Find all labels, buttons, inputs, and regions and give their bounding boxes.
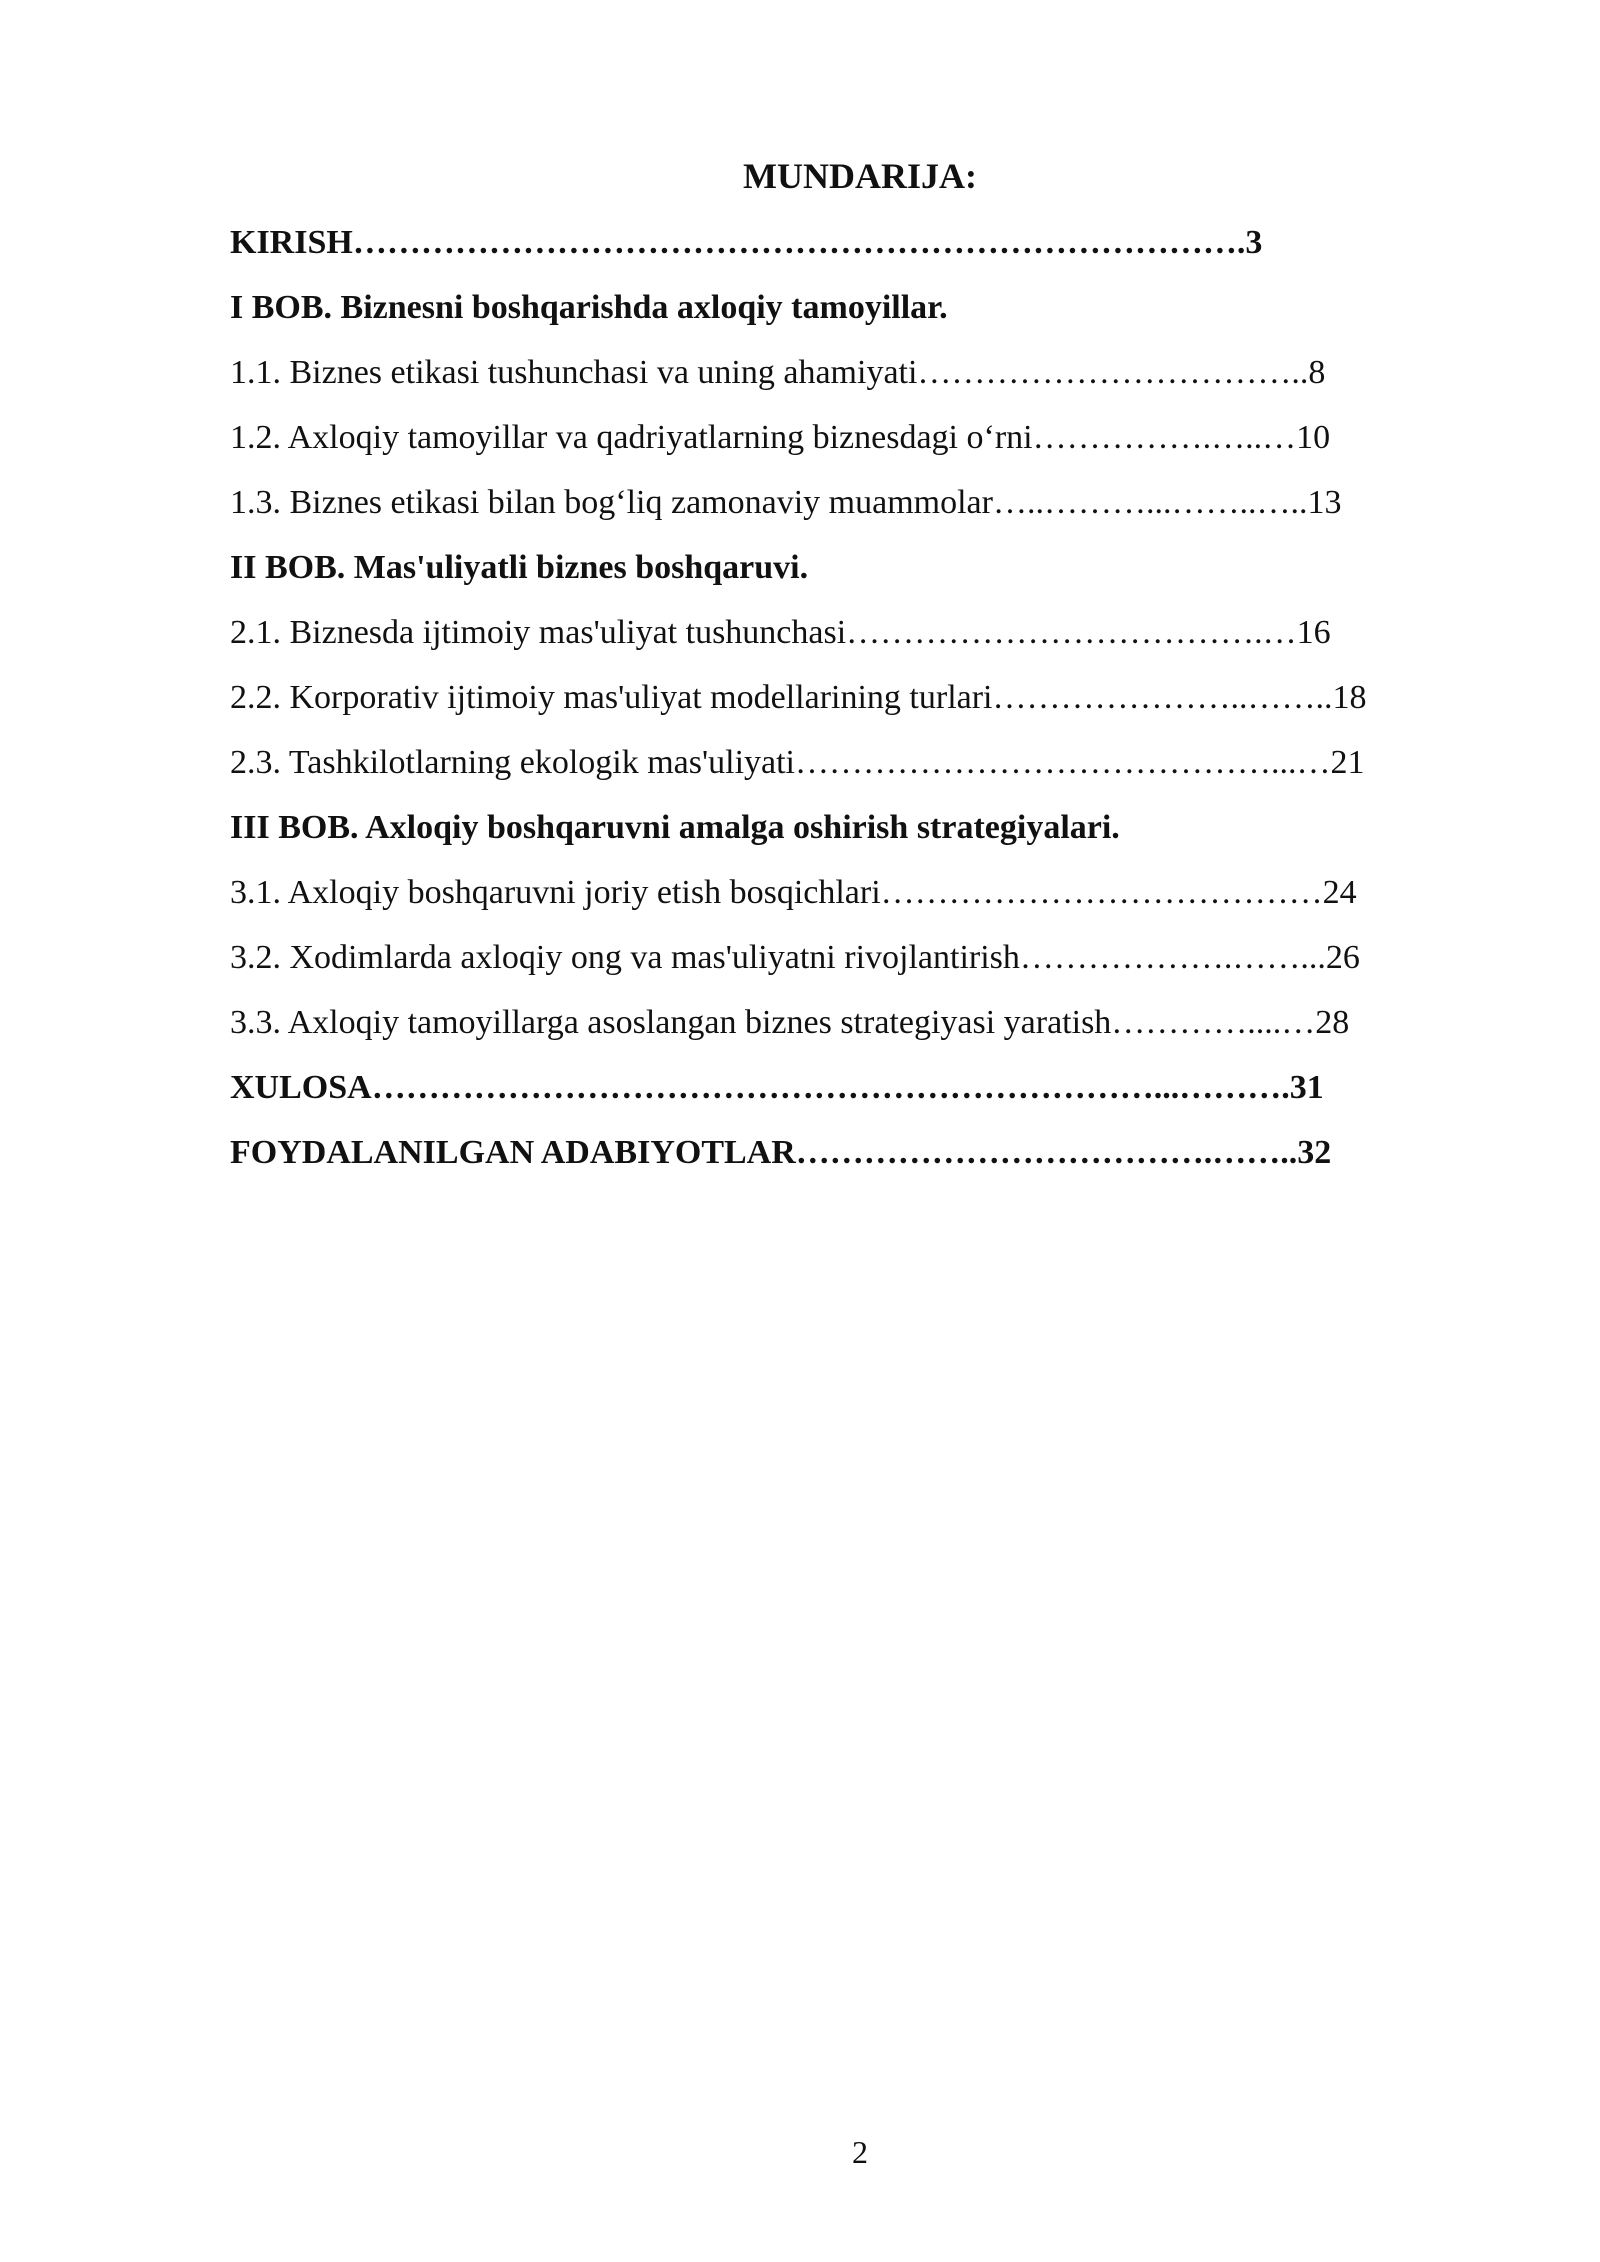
- toc-entry-3-3: 3.3. Axloqiy tamoyillarga asoslangan biznes strategiyasi yaratish…………....…28: [230, 1004, 1350, 1041]
- toc-entry-1-2: 1.2. Axloqiy tamoyillar va qadriyatlarning biznesdagi o‘rni…………….…..…10: [230, 419, 1331, 456]
- toc-entry-2-2: 2.2. Korporativ ijtimoiy mas'uliyat modellarining turlari…………………..……..18: [230, 679, 1367, 716]
- toc-entry-kirish: KIRISH…………………………………………………………………….3: [230, 224, 1263, 261]
- toc-entry-adabiyotlar: FOYDALANILGAN ADABIYOTLAR……………………………….……..32: [230, 1134, 1332, 1171]
- toc-entry-2-1: 2.1. Biznesda ijtimoiy mas'uliyat tushunchasi……………………………….…16: [230, 614, 1331, 651]
- toc-entry-3-2: 3.2. Xodimlarda axloqiy ong va mas'uliyatni rivojlantirish……………….……...26: [230, 939, 1360, 976]
- toc-entry-1-3: 1.3. Biznes etikasi bilan bog‘liq zamonaviy muammolar…..………...……..…..13: [230, 484, 1342, 521]
- toc-entry-2-3: 2.3. Tashkilotlarning ekologik mas'uliyati……………………………………...…21: [230, 744, 1365, 781]
- toc-chapter-1-heading: I BOB. Biznesni boshqarishda axloqiy tamoyillar.: [230, 289, 948, 326]
- page-number: 2: [852, 2134, 868, 2170]
- toc-entry-1-1: 1.1. Biznes etikasi tushunchasi va uning ahamiyati……………………………..8: [230, 354, 1326, 391]
- toc-chapter-2-heading: II BOB. Mas'uliyatli biznes boshqaruvi.: [230, 549, 809, 586]
- toc-entry-xulosa: XULOSA……………………………………………………………...……….31: [230, 1069, 1324, 1106]
- table-of-contents: [230, 210, 1500, 1185]
- toc-entry-3-1: 3.1. Axloqiy boshqaruvni joriy etish bosqichlari…………………………………24: [230, 874, 1357, 911]
- toc-chapter-3-heading: III BOB. Axloqiy boshqaruvni amalga oshirish strategiyalari.: [230, 809, 1120, 846]
- page-title: MUNDARIJA:: [743, 156, 977, 196]
